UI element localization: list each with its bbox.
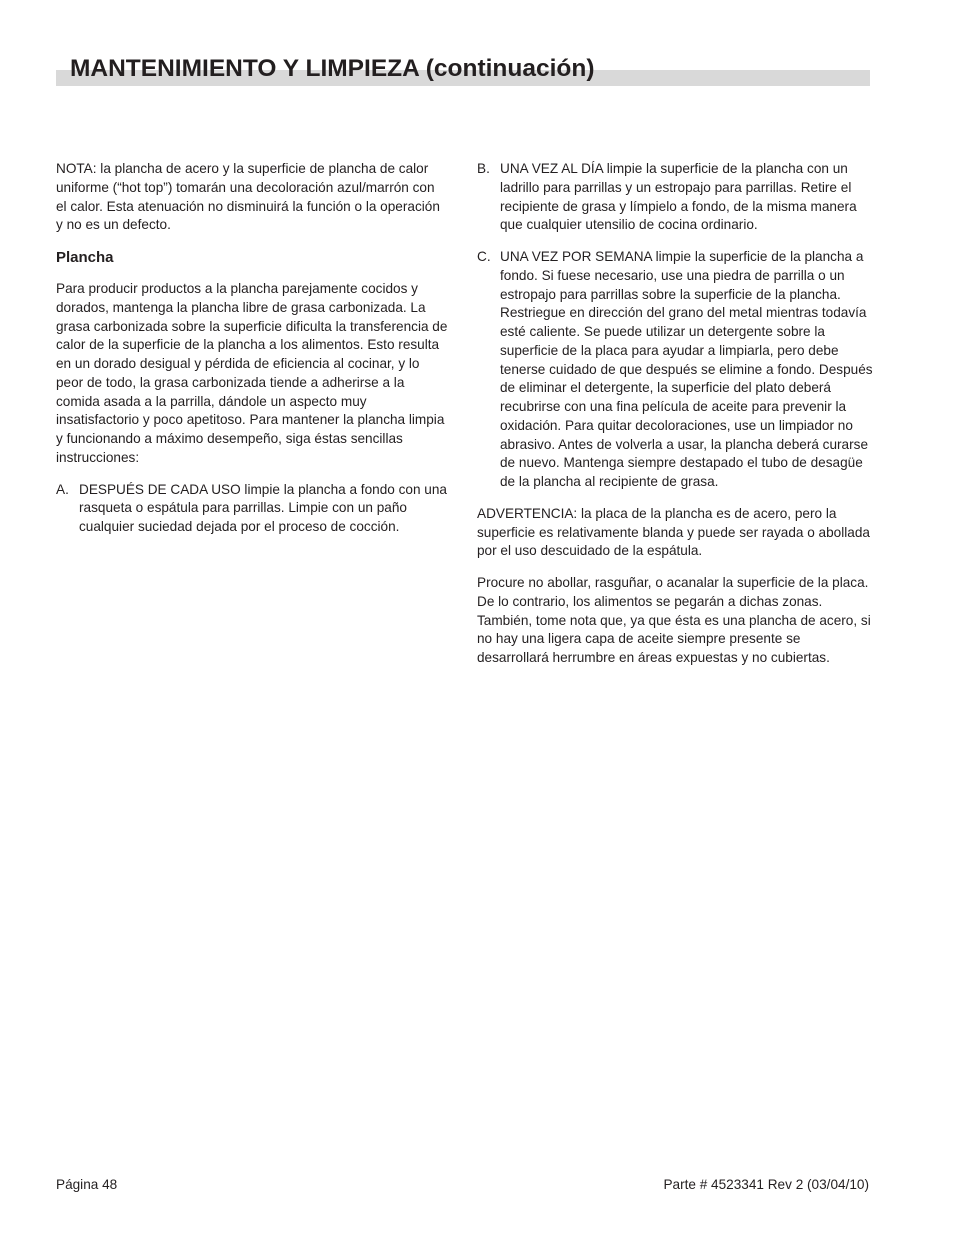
list-item-c — [477, 248, 873, 492]
intro-paragraph: Para producir productos a la plancha parejamente cocidos y dorados, mantenga la plancha libre de grasa carbonizada. La grasa carbonizada sobre la superficie dificulta la transferencia de calor de la superficie de la plancha a los alimentos. Esto resulta en un dorado desigual y pérdida de eficiencia al cocinar, y lo peor de todo, la grasa carbonizada tiende a adherirse a la comida asada a la parrilla, dándole un aspecto muy insatisfactorio y poco apetitoso. Para mantener la plancha limpia y funcionando a máximo desempeño, siga éstas sencillas instrucciones: — [56, 281, 448, 465]
list-item-a — [56, 481, 448, 537]
list-text-b: UNA VEZ AL DÍA limpie la superficie de la plancha con un ladrillo para parrillas y un estropajo para parrillas. Retire el recipiente de grasa y límpielo a fondo, de la misma manera que cualquier utensilio de cocina ordinario. — [500, 161, 857, 233]
list-marker-b: B. — [477, 161, 490, 176]
footer-part-number: Parte # 4523341 Rev 2 (03/04/10) — [663, 1177, 869, 1192]
section-heading-plancha: Plancha — [56, 249, 114, 266]
list-marker-a: A. — [56, 481, 69, 497]
footer-page-number: Página 48 — [56, 1177, 118, 1192]
warning-paragraph: ADVERTENCIA: la placa de la plancha es de acero, pero la superficie es relativamente blanda y puede ser rayada o abollada por el uso descuidado de la espátula. — [477, 505, 870, 559]
note-paragraph: NOTA: la plancha de acero y la superficie de plancha de calor uniforme (“hot top”) tomarán una decoloración azul/marrón con el calor. Esta atenuación no disminuirá la función o la operación y no es un defecto. — [56, 161, 440, 233]
right-column — [477, 160, 873, 681]
list-item-b — [477, 160, 873, 235]
list-text-c: UNA VEZ POR SEMANA limpie la superficie de la plancha a fondo. Si fuese necesario, use una piedra de parrilla o un estropajo para parrillas sobre la superficie de la plancha. Restriegue en dirección del grano del metal mientras todavía esté caliente. Se puede utilizar un detergente sobre la superficie de la placa para ayudar a limpiarla, pero debe tenerse cuidado de que después se elimine a fondo. Después de eliminar el detergente, la superficie del plato deberá recubrirse con una fina película de aceite para prevenir la oxidación. Para quitar decoloraciones, use un limpiador no abrasivo. Antes de volverla a usar, la plancha deberá curarse de nuevo. Mantenga siempre destapado el tubo de desagüe de la plancha al recipiente de grasa. — [500, 249, 873, 489]
list-marker-c: C. — [477, 249, 491, 264]
list-text-a: DESPUÉS DE CADA USO limpie la plancha a fondo con una rasqueta o espátula para parrillas. Limpie con un paño cualquier suciedad dejada por el proceso de cocción. — [79, 481, 447, 534]
page-title: MANTENIMIENTO Y LIMPIEZA (continuación) — [70, 55, 595, 82]
left-column — [56, 160, 448, 550]
closing-paragraph: Procure no abollar, rasguñar, o acanalar la superficie de la placa. De lo contrario, los alimentos se pegarán a dichas zonas. También, tome nota que, ya que ésta es una plancha de acero, si no hay una ligera capa de aceite siempre presente se desarrollará herrumbre en áreas expuestas y no cubiertas. — [477, 575, 871, 665]
